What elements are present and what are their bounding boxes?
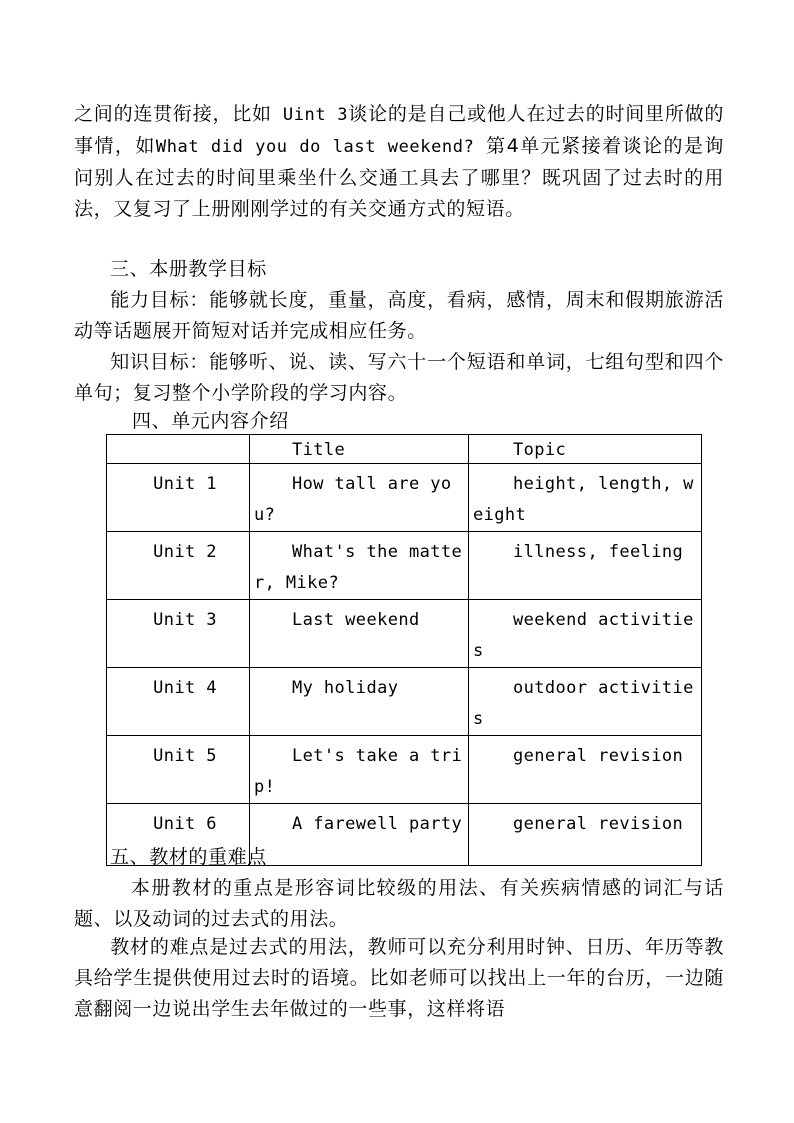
title-text: My holiday <box>292 678 399 698</box>
text-run: 本册教材的重点是形容词比较级的用法、有关疾病情感的词汇与话题、以及动词的过去式的用法。 <box>74 877 724 930</box>
paragraph-knowledge-goal <box>74 347 724 409</box>
table-header-cell <box>250 435 469 464</box>
section-heading-units <box>74 406 724 437</box>
heading-text: 四、单元内容介绍 <box>132 410 289 432</box>
text-run: 之间的连贯衔接，比如 <box>74 103 272 125</box>
header-title: Title <box>292 440 346 460</box>
topic-text: general revision <box>513 746 684 766</box>
heading-text: 五、教材的重难点 <box>110 846 267 868</box>
table-row <box>107 668 702 736</box>
table-row <box>107 464 702 532</box>
text-run: What did you do last weekend? <box>155 137 475 157</box>
topic-cell <box>469 668 702 736</box>
unit-cell: Unit 4 <box>107 668 250 736</box>
title-cell <box>250 464 469 532</box>
table-row <box>107 532 702 600</box>
paragraph-key-points <box>74 873 724 935</box>
topic-text: general revision <box>513 814 684 834</box>
heading-text: 三、本册教学目标 <box>110 258 267 280</box>
text-run: 能力目标：能够就长度，重量，高度，看病，感情，周末和假期旅游活动等话题展开简短对话并完成相应任务。 <box>74 289 724 342</box>
unit-cell: Unit 2 <box>107 532 250 600</box>
table-header-row <box>107 435 702 464</box>
paragraph-coherence <box>74 99 724 225</box>
title-cell <box>250 668 469 736</box>
text-run: 知识目标：能够听、说、读、写六十一个短语和单词，七组句型和四个单句；复习整个小学阶段的学习内容。 <box>74 351 724 404</box>
text-run: 谈论的是自己或他人在过去的时间里所做的事情，如 <box>74 103 724 157</box>
unit-cell: Unit 1 <box>107 464 250 532</box>
topic-cell <box>469 532 702 600</box>
title-text: How tall are you? <box>254 474 452 525</box>
title-text: A farewell party <box>292 814 463 834</box>
topic-cell <box>469 464 702 532</box>
text-run: 第4单元紧接着谈论的是询问别人在过去的时间里乘坐什么交通工具去了哪里？既巩固了过去时的用法，又复习了上册刚刚学过的有关交通方式的短语。 <box>74 135 724 220</box>
topic-text: weekend activities <box>473 610 694 661</box>
title-cell <box>250 532 469 600</box>
title-text: Last weekend <box>292 610 420 630</box>
text-run: 教材的难点是过去式的用法，教师可以充分利用时钟、日历、年历等教具给学生提供使用过去时的语境。比如老师可以找出上一年的台历，一边随意翻阅一边说出学生去年做过的一些事，这样将语 <box>74 936 724 1020</box>
table-header-cell <box>107 435 250 464</box>
section-heading-goals <box>74 254 724 285</box>
table-row <box>107 736 702 804</box>
table-row <box>107 600 702 668</box>
topic-cell <box>469 600 702 668</box>
section-heading-key-points <box>74 842 724 873</box>
unit-cell: Unit 5 <box>107 736 250 804</box>
topic-text: illness, feeling <box>513 542 684 562</box>
unit-cell: Unit 3 <box>107 600 250 668</box>
paragraph-ability-goal <box>74 285 724 347</box>
title-text: Let's take a trip! <box>254 746 463 797</box>
paragraph-difficulty <box>74 932 724 1025</box>
unit-content-table <box>106 434 702 866</box>
table-header-cell <box>469 435 702 464</box>
title-cell <box>250 600 469 668</box>
title-text: What's the matter, Mike? <box>254 542 463 593</box>
text-run: Uint 3 <box>282 105 349 125</box>
title-cell <box>250 736 469 804</box>
header-topic: Topic <box>513 440 567 460</box>
topic-text: outdoor activities <box>473 678 694 729</box>
unit-cell: Unit 6 <box>107 804 250 866</box>
topic-cell <box>469 736 702 804</box>
topic-text: height, length, weight <box>473 474 694 525</box>
